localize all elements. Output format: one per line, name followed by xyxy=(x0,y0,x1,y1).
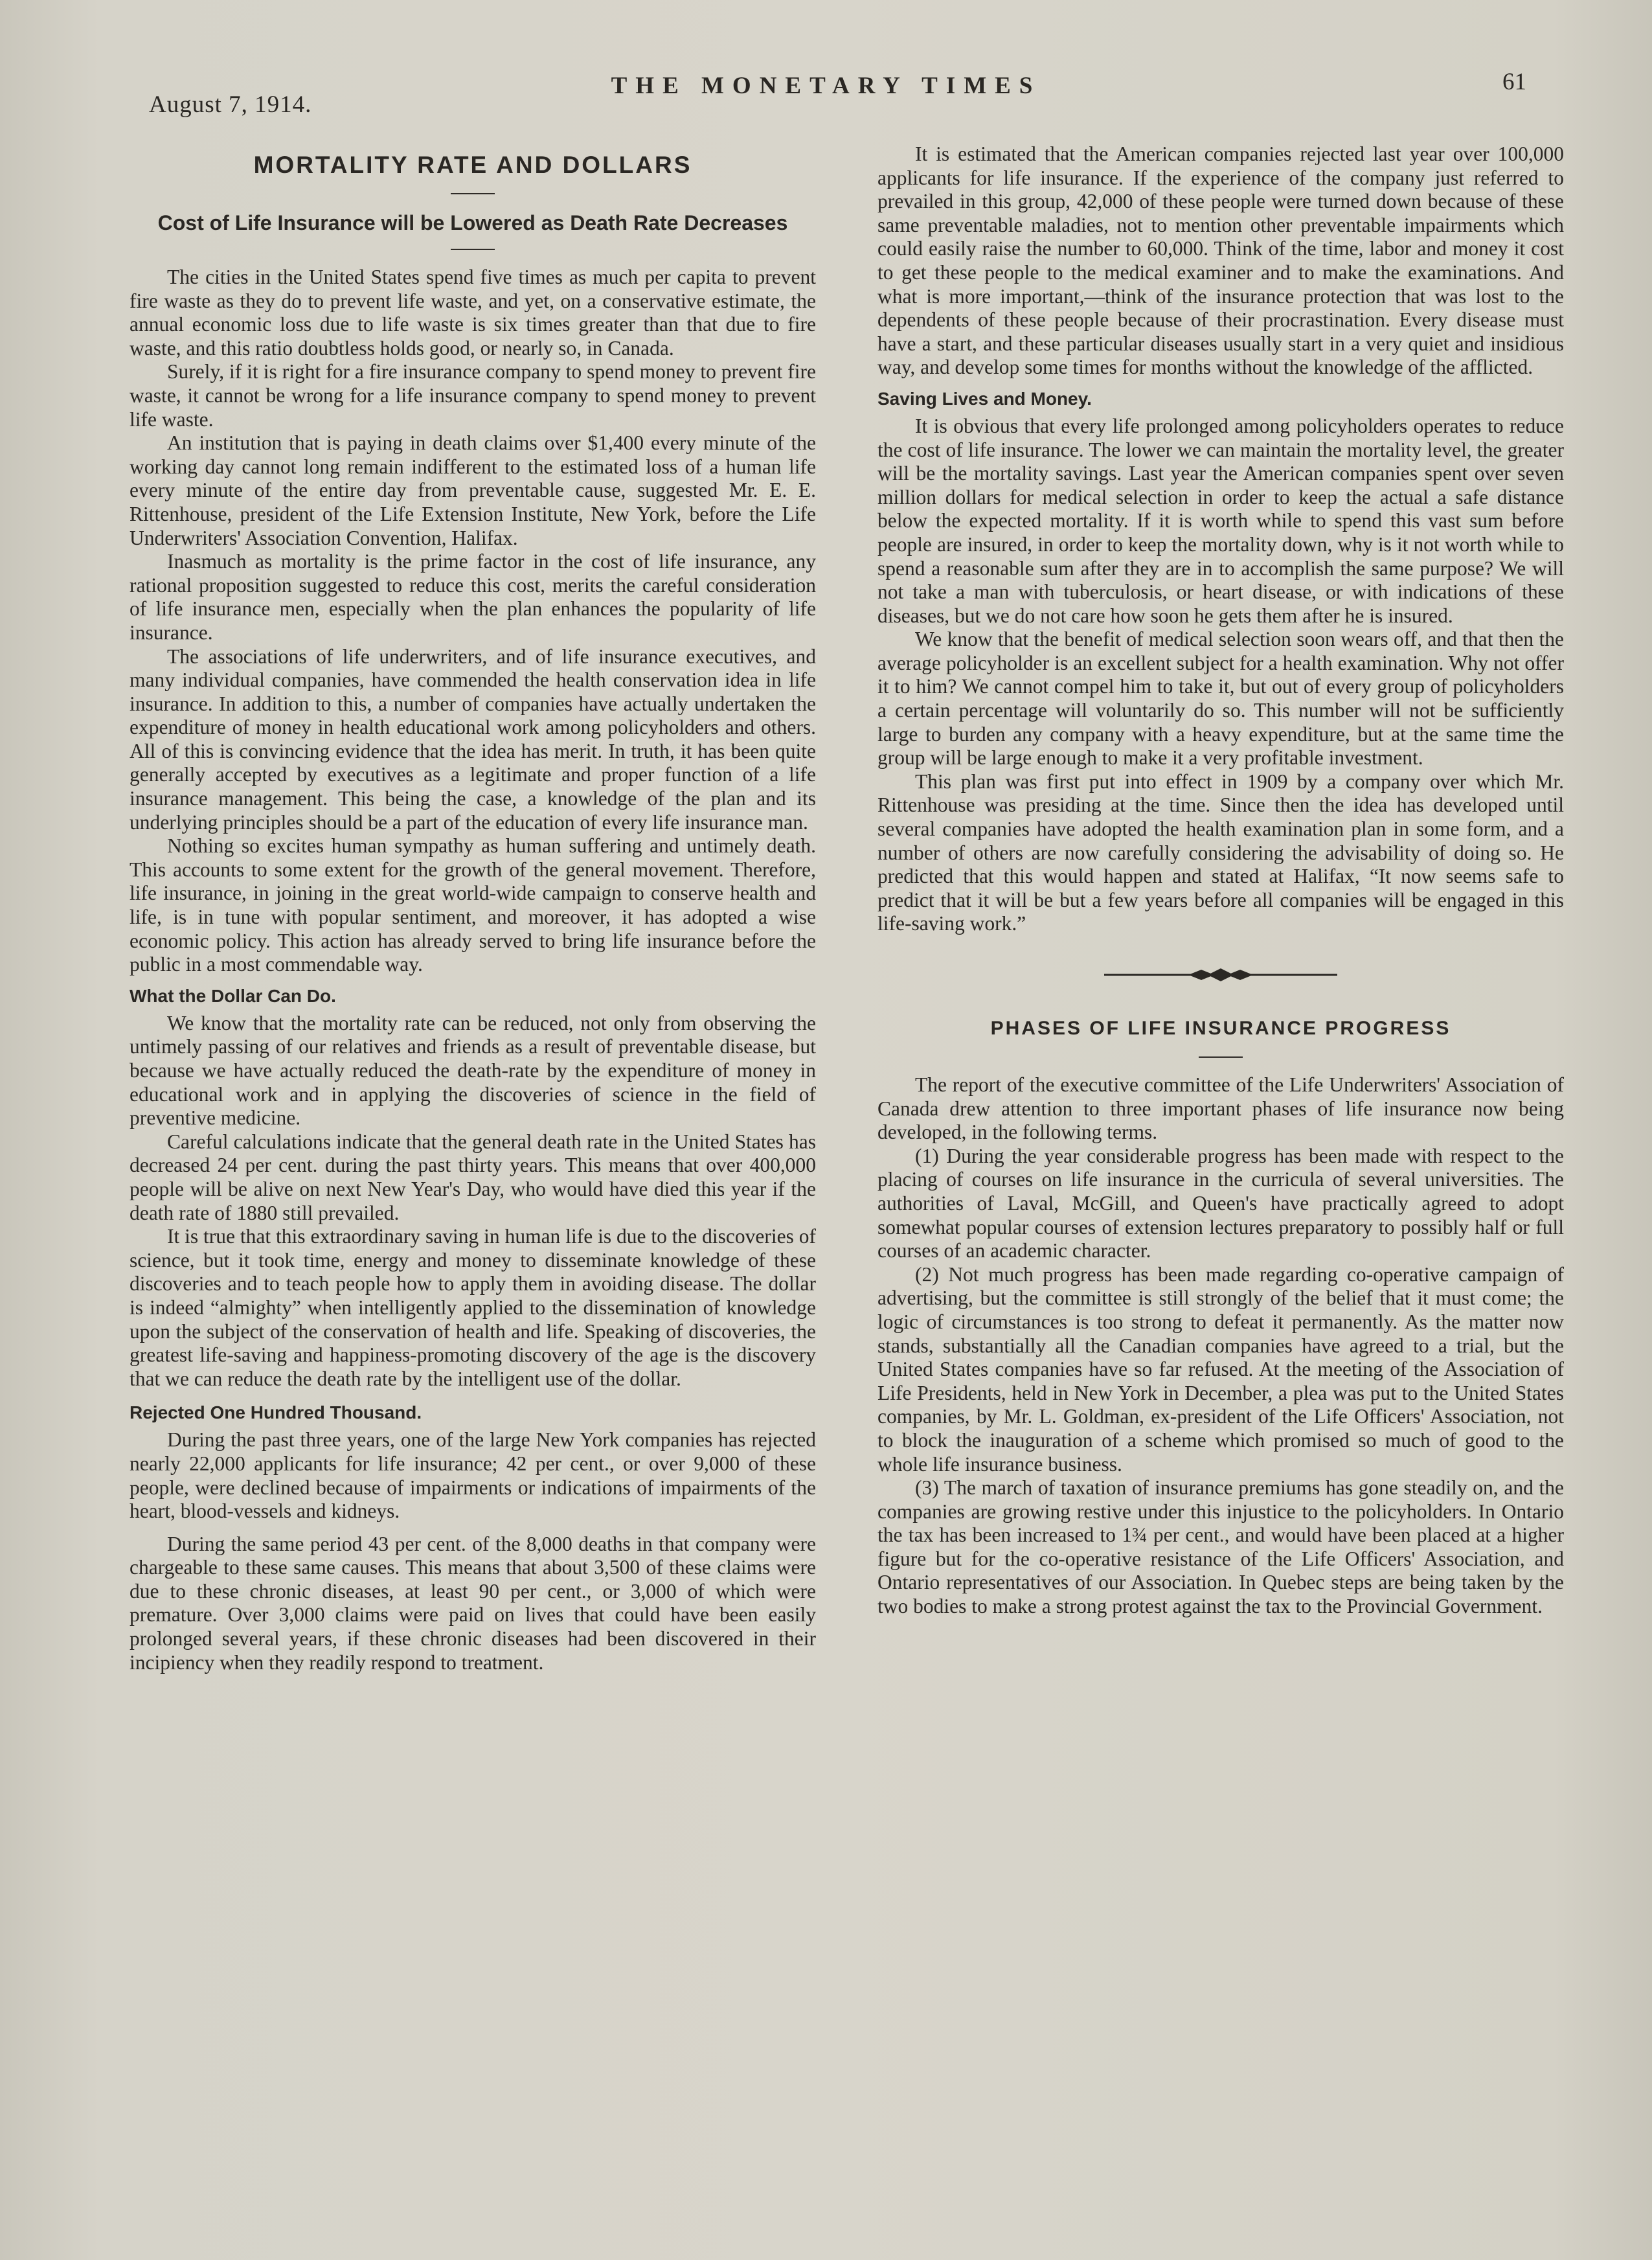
paragraph: The cities in the United States spend five times as much per capita to prevent fire waste as they do to prevent life waste, and yet, on a conservative estimate, the annual economic loss due to life waste is six times greater than that due to fire waste, and this ratio doubtless holds good, or nearly so, in Canada. xyxy=(130,266,816,360)
section-heading-rejected: Rejected One Hundred Thousand. xyxy=(130,1402,422,1423)
paragraph: During the same period 43 per cent. of the 8,000 deaths in that company were chargeable to these same causes. This means that about 3,500 of these claims were due to these chronic diseases, at least 90 per cent., or 3,000 of which were premature. Over 3,000 claims were paid on lives that could have been easily prolonged several years, if these chronic diseases had been discovered in their incipiency when they readily respond to treatment. xyxy=(130,1532,816,1674)
paragraph: Surely, if it is right for a fire insurance company to spend money to prevent fire waste, it cannot be wrong for a life insurance company to spend money to prevent life waste. xyxy=(130,360,816,431)
paragraph: The associations of life underwriters, and of life insurance executives, and many individual companies, have commended the health conservation idea in life insurance. In addition to this, a number of companies have actually undertaken the expenditure of money in health educational work among policyholders and others. All of this is convincing evidence that the idea has merit. In truth, it has been quite generally accepted by executives as a legitimate and proper function of a life insurance management. This being the case, a knowledge of the plan and its underlying principles should be a part of the education of every life insurance man. xyxy=(130,645,816,834)
paragraph: (2) Not much progress has been made regarding co-operative campaign of advertising, but the committee is still strongly of the belief that it must come; the logic of circumstances is too strong to defeat it permanently. As the matter now stands, substantially all the Canadian companies have agreed to a trial, but the United States companies have so far refused. At the meeting of the Association of Life Presidents, held in New York in December, a plea was put to the United States companies, by Mr. L. Goldman, ex-president of the Life Officers' Association, not to block the inauguration of a scheme which promised so much of good to the whole life insurance business. xyxy=(877,1262,1564,1476)
paragraph: We know that the mortality rate can be reduced, not only from observing the untimely passing of our relatives and friends as a result of preventable disease, but because we have actually reduced the death-rate by the expenditure of money in educational work and in applying the discoveries of science in the field of preventive medicine. xyxy=(130,1011,816,1130)
paragraph: It is true that this extraordinary saving in human life is due to the discoveries of science, but it took time, energy and money to disseminate knowledge of these discoveries and to teach people how to apply them in avoiding disease. The dollar is indeed “almighty” when intelligently applied to the dissemination of knowledge upon the subject of the conservation of health and life. Speaking of discoveries, the greatest life-saving and happiness-promoting discovery of the age is the discovery that we can reduce the death rate by the intelligent use of the dollar. xyxy=(130,1225,816,1390)
ornamental-divider-icon xyxy=(1104,967,1337,983)
section-heading-saving: Saving Lives and Money. xyxy=(877,388,1092,409)
paragraph: It is obvious that every life prolonged among policyholders operates to reduce the cost of life insurance. The lower we can maintain the mortality level, the greater will be the mortality savings. Last year the American companies spent over seven million dollars for medical selection in order to keep the actual a safe distance below the expected mortality. If it is worth while to spend this vast sum before people are insured, in order to keep the mortality down, why is it not worth while to spend a reasonable sum after they are in to accomplish the same purpose? We will not take a man with tuberculosis, or heart disease, or with indications of these diseases, but we do not care how soon he gets them after he is insured. xyxy=(877,414,1564,627)
article-title: MORTALITY RATE AND DOLLARS xyxy=(253,152,692,178)
second-article-title: PHASES OF LIFE INSURANCE PROGRESS xyxy=(990,1018,1451,1039)
paragraph: Inasmuch as mortality is the prime factor in the cost of life insurance, any rational proposition suggested to reduce this cost, merits the careful consideration of life insurance men, especially when the plan enhances the popularity of life insurance. xyxy=(130,550,816,644)
paragraph: This plan was first put into effect in 1909 by a company over which Mr. Rittenhouse was presiding at the time. Since then the idea has developed until several companies have adopted the health examination plan in some form, and a number of others are now carefully considering the advisability of doing so. He predicted that this would happen and stated at Halifax, “It now seems safe to predict that it will be but a few years before all companies will be engaged in this life-saving work.” xyxy=(877,770,1564,935)
paragraph: (3) The march of taxation of insurance premiums has gone steadily on, and the companies are growing restive under this injustice to the policyholders. In Ontario the tax has been increased to 1¾ per cent., and would have been placed at a higher figure but for the co-operative resistance of the Life Officers' Association, and Ontario representatives of our Association. In Quebec steps are being taken by the two bodies to make a strong protest against the tax to the Provincial Government. xyxy=(877,1476,1564,1618)
journal-title: THE MONETARY TIMES xyxy=(611,73,1041,99)
paragraph: During the past three years, one of the large New York companies has rejected nearly 22,000 applicants for life insurance; 42 per cent., or over 9,000 of these people, were declined because of impairments or indications of impairments of the heart, blood-vessels and kidneys. xyxy=(130,1428,816,1523)
left-column xyxy=(130,143,816,1674)
article-subtitle: Cost of Life Insurance will be Lowered as Death Rate Decreases xyxy=(157,211,788,234)
second-title-rule xyxy=(1199,1056,1243,1058)
paragraph: We know that the benefit of medical selection soon wears off, and that then the average policyholder is an excellent subject for a health examination. Why not offer it to him? We cannot compel him to take it, but out of every group of policyholders a certain percentage will voluntarily do so. This number will not be sufficiently large to burden any company with a heavy expenditure, but at the same time the group will be large enough to make it a very profitable investment. xyxy=(877,628,1564,770)
section-heading-dollar: What the Dollar Can Do. xyxy=(130,985,336,1006)
paragraph: An institution that is paying in death claims over $1,400 every minute of the working day cannot long remain indifferent to the estimated loss of a human life every minute of the entire day from preventable cause, suggested Mr. E. E. Rittenhouse, president of the Life Extension Institute, New York, before the Life Underwriters' Association Convention, Halifax. xyxy=(130,431,816,549)
paragraph: It is estimated that the American companies rejected last year over 100,000 applicants for life insurance. If the experience of the company just referred to prevailed in this group, 42,000 of these people were turned down because of these same preventable maladies, not to mention other preventable impairments which could easily raise the number to 60,000. Think of the time, labor and money it cost to get these people to the medical examiner and to make the examinations. And what is more important,—think of the insurance protection that was lost to the dependents of these people because of their procrastination. Every disease must have a start, and these particular diseases usually start in a very quiet and insidious way, and develop some times for months without the knowledge of the afflicted. xyxy=(877,143,1564,379)
paragraph: The report of the executive committee of the Life Underwriters' Association of Canada drew attention to three important phases of life insurance now being developed, in the following terms. xyxy=(877,1073,1564,1144)
paragraph: Nothing so excites human sympathy as human suffering and untimely death. This accounts to some extent for the growth of the general movement. Therefore, life insurance, in joining in the great world-wide campaign to conserve health and life, is in tune with popular sentiment, and moreover, it has adopted a wise economic policy. This action has already served to bring life insurance before the public in a most commendable way. xyxy=(130,834,816,976)
right-column xyxy=(877,143,1564,1619)
paragraph: Careful calculations indicate that the general death rate in the United States has decreased 24 per cent. during the past thirty years. This means that over 400,000 people will be alive on next New Year's Day, who would have died this year if the death rate of 1880 still prevailed. xyxy=(130,1130,816,1224)
subtitle-rule xyxy=(451,249,495,250)
page-number: 61 xyxy=(1502,69,1526,95)
running-header xyxy=(0,62,1652,120)
issue-date: August 7, 1914. xyxy=(149,91,312,118)
paragraph: (1) During the year considerable progress has been made with respect to the placing of courses on life insurance in the curricula of several universities. The authorities of Laval, McGill, and Queen's have practically agreed to adopt somewhat popular courses of extension lectures preparatory to possibly half or full courses of an academic character. xyxy=(877,1144,1564,1262)
title-rule xyxy=(451,193,495,194)
